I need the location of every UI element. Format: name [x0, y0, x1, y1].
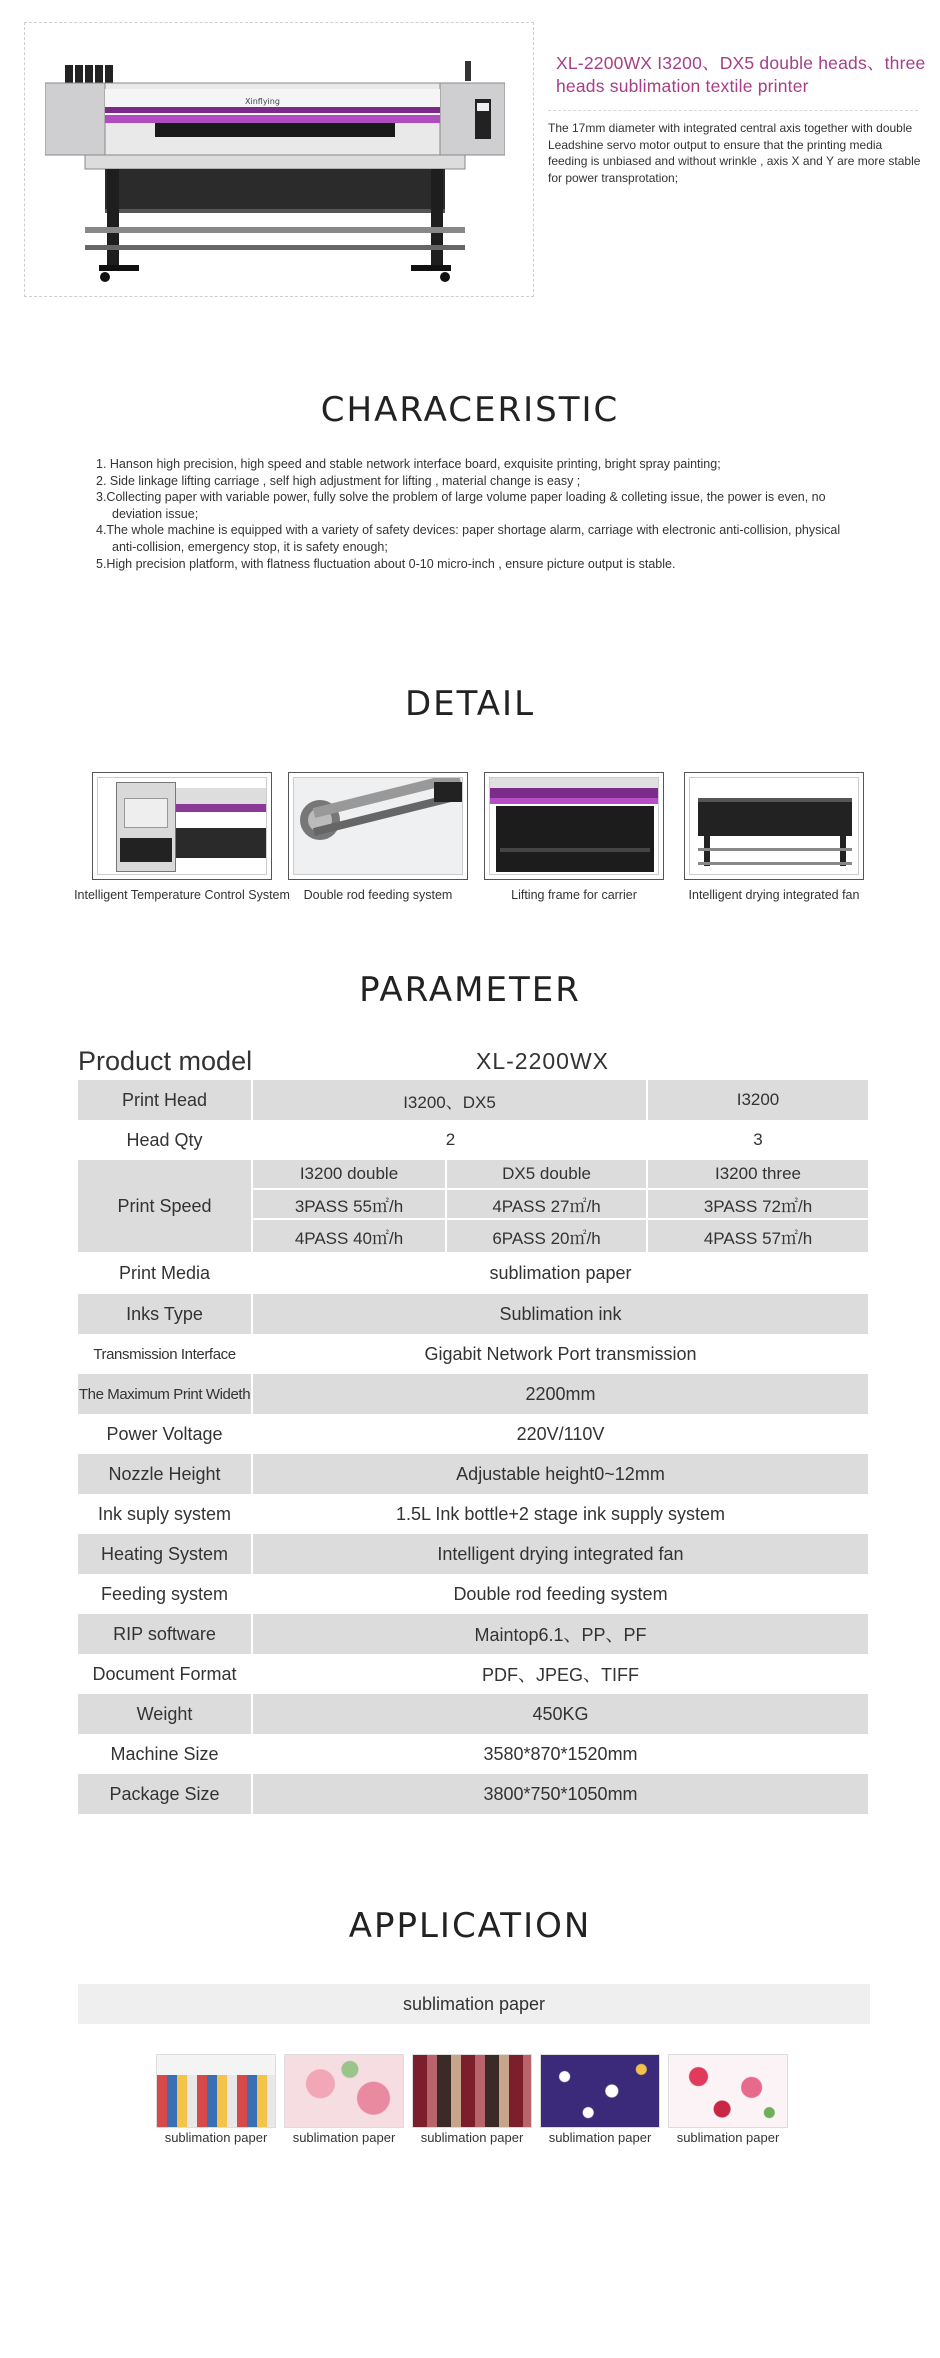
parameter-heading: PARAMETER	[359, 970, 581, 1010]
table-row	[78, 1080, 868, 1120]
detail-caption: Intelligent drying integrated fan	[688, 888, 860, 902]
list-item: 3.Collecting paper with variable power, fully solve the problem of large volume paper loading & colleting issue, the power is even, no deviation issue;	[96, 490, 826, 521]
parameter-value: 2200mm	[525, 1383, 596, 1404]
table-row	[78, 1120, 868, 1160]
parameter-value: Adjustable height0~12mm	[456, 1463, 665, 1484]
application-caption: sublimation paper	[676, 2130, 780, 2145]
detail-item	[466, 772, 682, 902]
list-item: 2. Side linkage lifting carriage , self high adjustment for lifting , material change is easy ;	[96, 473, 581, 488]
detail-heading: DETAIL	[404, 684, 536, 724]
print-speed-cell: 4PASS 27㎡/h	[447, 1190, 646, 1220]
table-row	[78, 1252, 868, 1294]
application-bar: sublimation paper	[78, 1984, 870, 2024]
application-item	[156, 2054, 276, 2145]
print-speed-cell: I3200 three	[648, 1160, 868, 1190]
head-qty-value: 2	[445, 1130, 456, 1149]
parameter-value: Double rod feeding system	[453, 1583, 668, 1604]
parameter-value: 1.5L Ink bottle+2 stage ink supply system	[395, 1503, 726, 1524]
temperature-control-image	[97, 777, 267, 875]
parameter-label: RIP software	[78, 1614, 253, 1654]
detail-image-frame	[288, 772, 468, 880]
parameter-value: PDF、JPEG、TIFF	[482, 1665, 639, 1685]
table-row	[78, 1614, 868, 1654]
lifting-frame-image	[489, 777, 659, 875]
detail-image-frame	[92, 772, 272, 880]
list-item: 5.High precision platform, with flatness fluctuation about 0-10 micro-inch , ensure picture output is stable.	[96, 556, 676, 571]
parameter-label: Weight	[78, 1694, 253, 1734]
detail-caption: Double rod feeding system	[303, 888, 453, 902]
parameter-label: The Maximum Print Wideth	[78, 1374, 253, 1414]
parameter-value: Sublimation ink	[499, 1303, 622, 1324]
print-head-value: I3200	[736, 1090, 780, 1109]
list-item: 4.The whole machine is equipped with a variety of safety devices: paper shortage alarm, carriage with electronic anti-collision, physical anti-collision, emergency stop, it is safety enough;	[96, 523, 841, 554]
parameter-value: 3800*750*1050mm	[483, 1783, 638, 1804]
table-row	[78, 1042, 868, 1080]
head-qty-label: Head Qty	[78, 1120, 253, 1160]
detail-gallery	[0, 772, 940, 912]
characteristic-list	[96, 456, 856, 572]
detail-caption: Intelligent Temperature Control System	[74, 888, 290, 902]
application-image	[668, 2054, 788, 2128]
parameter-value: 220V/110V	[516, 1423, 605, 1444]
table-row	[78, 1654, 868, 1694]
detail-item	[74, 772, 290, 902]
detail-item	[270, 772, 486, 902]
application-caption: sublimation paper	[548, 2130, 652, 2145]
application-caption: sublimation paper	[292, 2130, 396, 2145]
parameter-value: sublimation paper	[489, 1262, 632, 1283]
parameter-label: Heating System	[78, 1534, 253, 1574]
print-speed-col	[648, 1160, 868, 1252]
parameter-label: Package Size	[78, 1774, 253, 1814]
application-image	[412, 2054, 532, 2128]
table-row	[78, 1494, 868, 1534]
characteristic-heading: CHARACERISTIC	[320, 390, 620, 430]
print-speed-cell: 6PASS 20㎡/h	[492, 1228, 601, 1248]
print-head-value: I3200、DX5	[253, 1080, 648, 1120]
product-title: XL-2200WX I3200、DX5 double heads、three heads sublimation textile printer	[556, 53, 926, 96]
product-description: The 17mm diameter with integrated central axis together with double Leadshine servo motor output to ensure that the printing media feeding is unbiased and without wrinkle , axis X and Y are more stable for power transprotation;	[548, 121, 921, 185]
application-item	[412, 2054, 532, 2145]
application-image	[156, 2054, 276, 2128]
parameter-value: 3580*870*1520mm	[483, 1743, 638, 1764]
feeding-rod-image	[293, 777, 463, 875]
application-caption: sublimation paper	[164, 2130, 268, 2145]
application-heading: APPLICATION	[348, 1906, 592, 1946]
table-row	[78, 1694, 868, 1734]
parameter-label: Machine Size	[78, 1734, 253, 1774]
table-row	[78, 1414, 868, 1454]
parameter-value: Gigabit Network Port transmission	[424, 1343, 697, 1364]
drying-fan-image	[689, 777, 859, 875]
table-row	[78, 1454, 868, 1494]
table-row	[78, 1334, 868, 1374]
head-qty-value: 3	[753, 1130, 763, 1149]
application-gallery	[156, 2054, 796, 2154]
parameter-value: Maintop6.1、PP、PF	[474, 1625, 647, 1645]
print-speed-cell: 4PASS 40㎡/h	[294, 1228, 404, 1248]
detail-image-frame	[484, 772, 664, 880]
application-item	[540, 2054, 660, 2145]
table-row	[78, 1574, 868, 1614]
application-caption: sublimation paper	[420, 2130, 524, 2145]
print-speed-col	[253, 1160, 447, 1252]
table-row	[78, 1534, 868, 1574]
printer-image	[45, 59, 505, 289]
table-row	[78, 1294, 868, 1334]
parameter-label: Feeding system	[78, 1574, 253, 1614]
print-head-label: Print Head	[78, 1080, 253, 1120]
parameter-label: Print Media	[78, 1252, 253, 1294]
parameter-label: Nozzle Height	[78, 1454, 253, 1494]
print-speed-cell: I3200 double	[253, 1160, 445, 1190]
print-speed-cell: 4PASS 57㎡/h	[703, 1228, 813, 1248]
application-item	[668, 2054, 788, 2145]
parameter-label: Inks Type	[78, 1294, 253, 1334]
print-speed-cell: 3PASS 55㎡/h	[253, 1190, 445, 1220]
application-item	[284, 2054, 404, 2145]
parameter-label: Ink suply system	[78, 1494, 253, 1534]
application-image	[284, 2054, 404, 2128]
product-model-label: Product model	[78, 1045, 253, 1076]
parameter-value: 450KG	[532, 1703, 589, 1724]
print-speed-cell: 3PASS 72㎡/h	[648, 1190, 868, 1220]
detail-item	[666, 772, 882, 902]
parameter-table	[78, 1042, 868, 1814]
table-row	[78, 1160, 868, 1252]
table-row	[78, 1374, 868, 1414]
application-image	[540, 2054, 660, 2128]
table-row	[78, 1774, 868, 1814]
list-item: 1. Hanson high precision, high speed and stable network interface board, exquisite printing, bright spray painting;	[96, 457, 721, 471]
svg-text:Xinflying: Xinflying	[245, 97, 280, 106]
detail-image-frame	[684, 772, 864, 880]
title-divider	[548, 110, 918, 111]
parameter-value: Intelligent drying integrated fan	[437, 1543, 684, 1564]
parameter-rows	[78, 1252, 868, 1814]
print-speed-col	[447, 1160, 648, 1252]
parameter-label: Document Format	[78, 1654, 253, 1694]
parameter-label: Power Voltage	[78, 1414, 253, 1454]
print-speed-label: Print Speed	[78, 1160, 253, 1252]
product-model-value: XL-2200WX	[475, 1047, 609, 1074]
table-row	[78, 1734, 868, 1774]
detail-caption: Lifting frame for carrier	[511, 888, 637, 902]
print-speed-cell: DX5 double	[447, 1160, 646, 1190]
product-image-frame	[24, 22, 534, 297]
parameter-label: Transmission Interface	[78, 1334, 253, 1374]
